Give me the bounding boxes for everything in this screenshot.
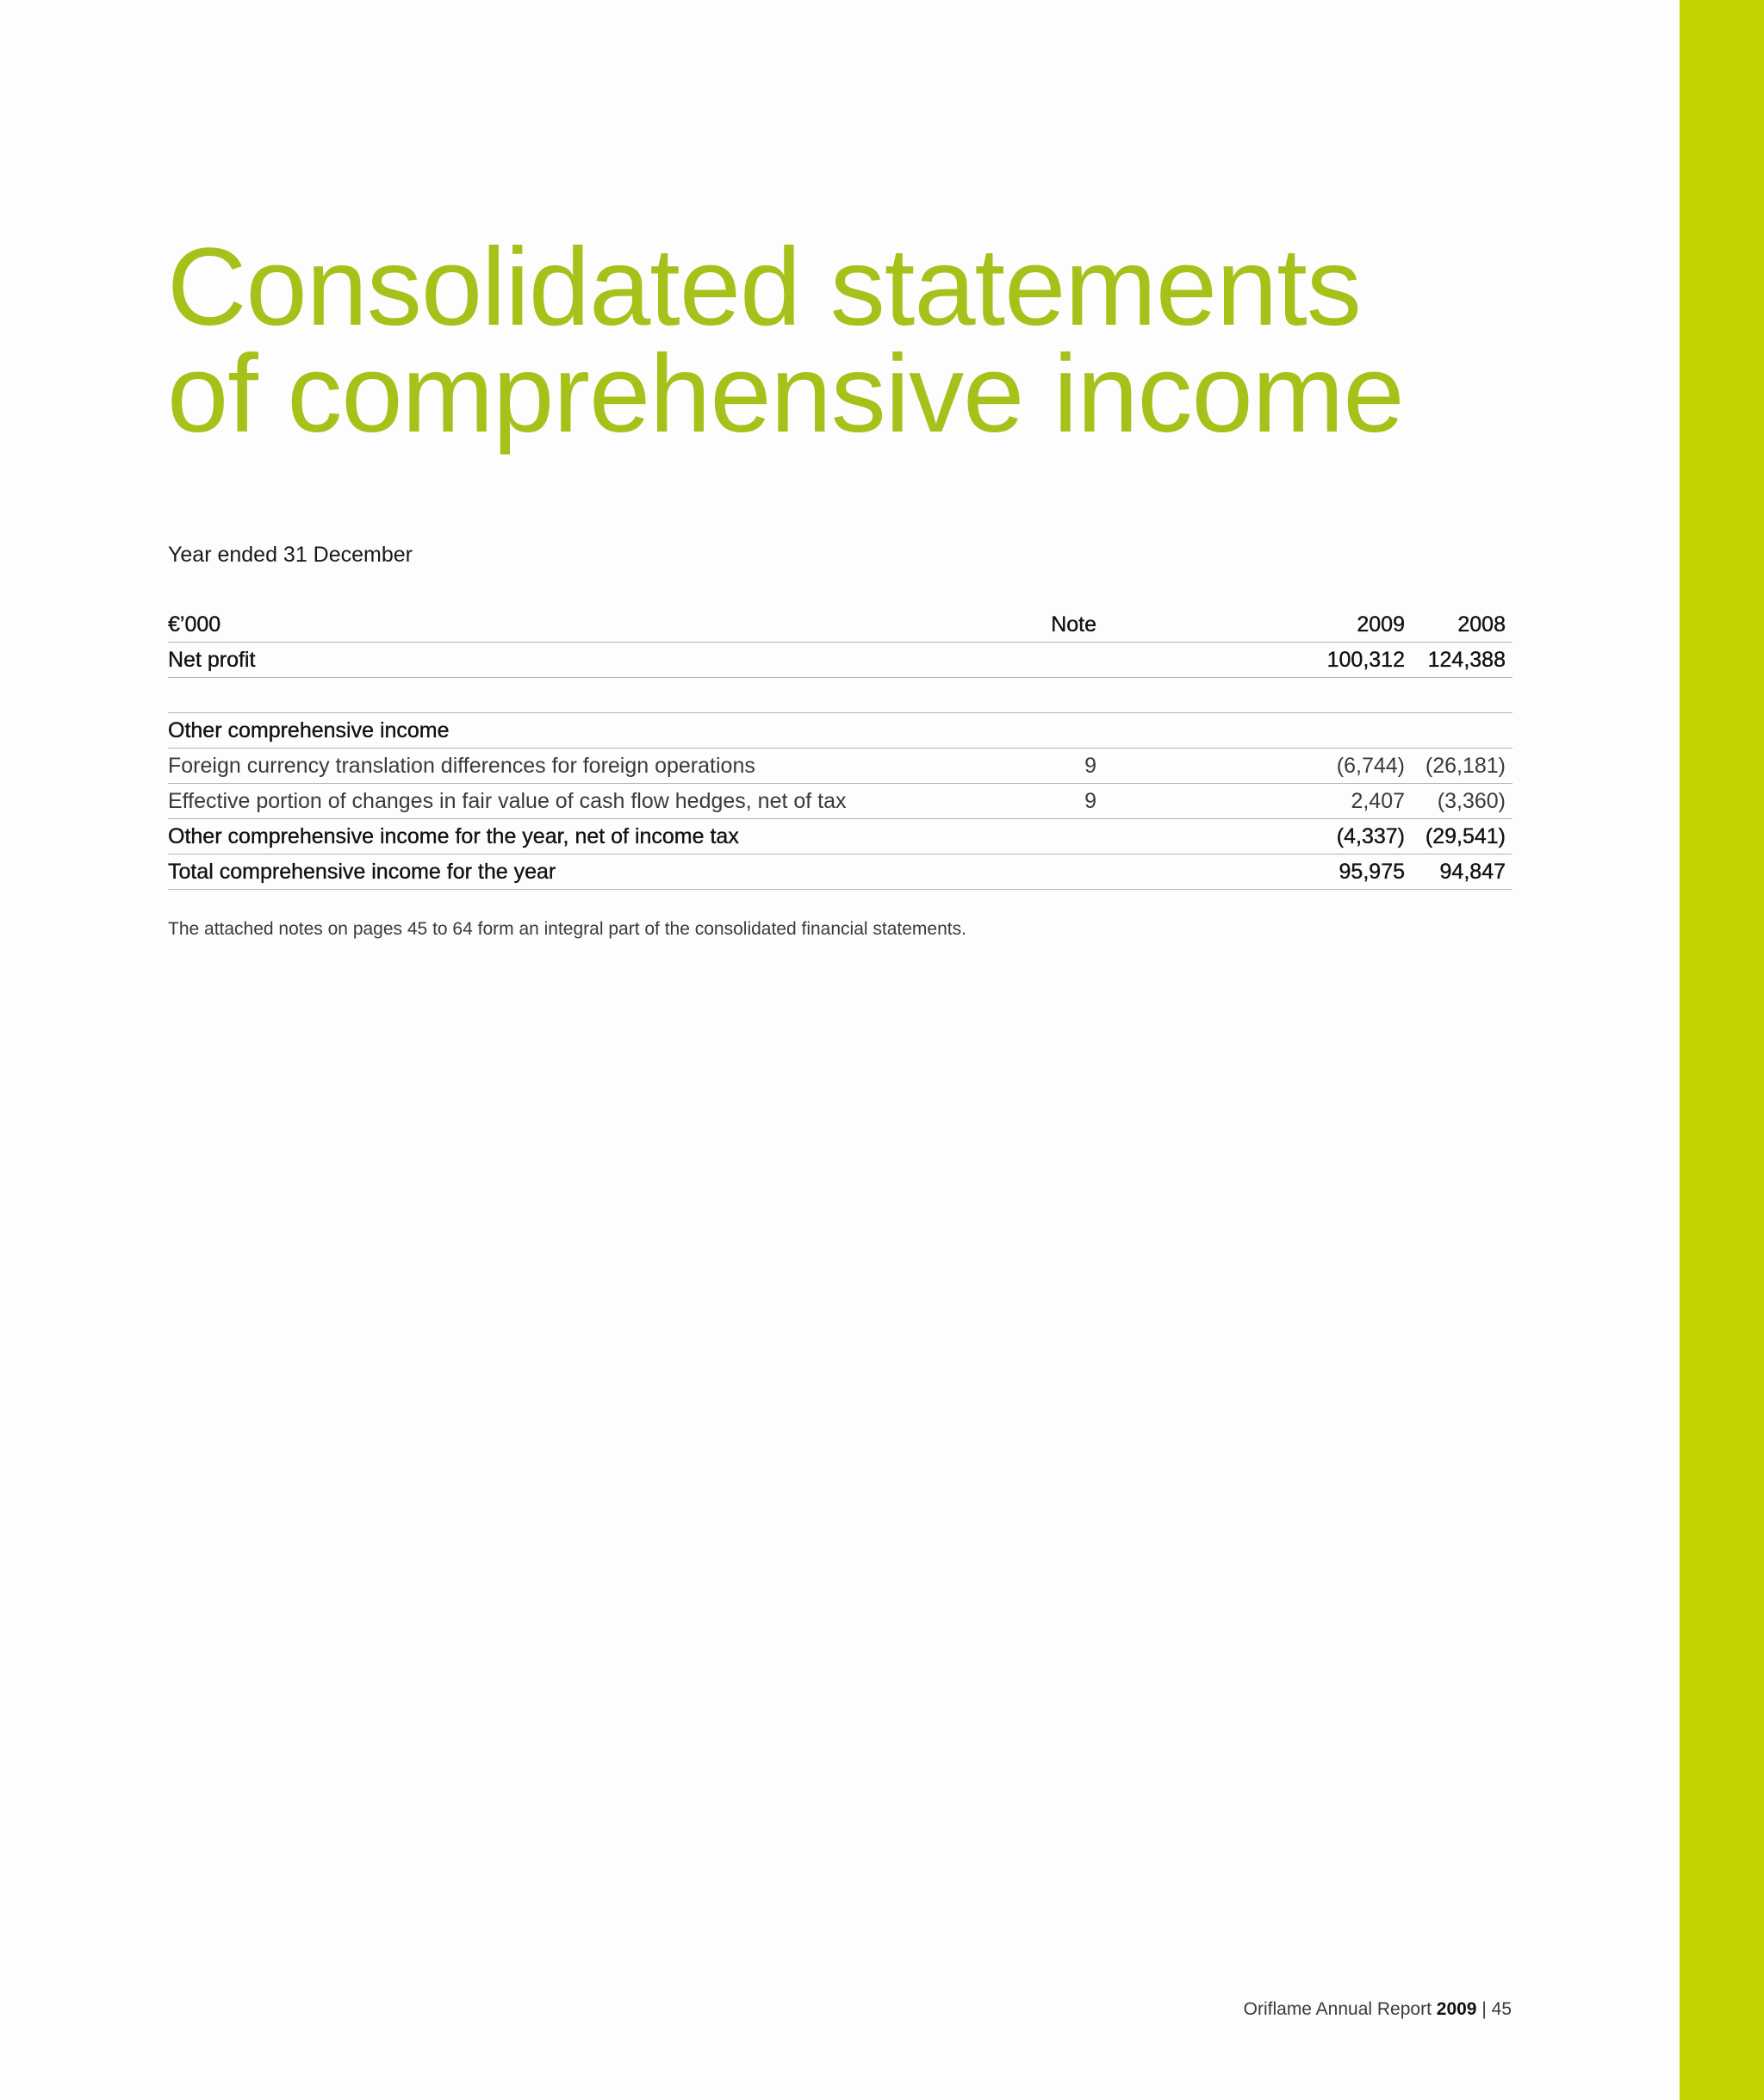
total-2008: 94,847 (1419, 854, 1512, 890)
table-row (168, 749, 1512, 784)
side-color-band (1680, 0, 1764, 2100)
row-value-2009: (6,744) (1112, 749, 1419, 784)
total-2009: 95,975 (1112, 854, 1419, 890)
row-value-2008: (3,360) (1419, 784, 1512, 819)
footer-year: 2009 (1436, 1999, 1477, 2019)
footnote: The attached notes on pages 45 to 64 form an integral part of the consolidated financial statements. (168, 919, 966, 939)
row-label: Effective portion of changes in fair value of cash flow hedges, net of tax (168, 784, 933, 819)
total-comprehensive-income-row (168, 854, 1512, 890)
oci-total-label: Other comprehensive income for the year, net of income tax (168, 819, 933, 854)
period-subtitle: Year ended 31 December (168, 543, 413, 567)
oci-total-2008: (29,541) (1419, 819, 1512, 854)
table-spacer-row (168, 678, 1512, 713)
row-value-2009: 2,407 (1112, 784, 1419, 819)
net-profit-row (168, 643, 1512, 678)
oci-total-2009: (4,337) (1112, 819, 1419, 854)
page-title-line-2: of comprehensive income (167, 332, 1404, 456)
page-title-line-1: Consolidated statements (167, 226, 1361, 349)
header-year-2008: 2008 (1419, 607, 1512, 643)
row-label: Foreign currency translation differences for foreign operations (168, 749, 933, 784)
net-profit-2009: 100,312 (1112, 643, 1419, 678)
header-note: Note (933, 607, 1112, 643)
net-profit-label: Net profit (168, 643, 933, 678)
footer-publication: Oriflame Annual Report (1243, 1999, 1432, 2019)
row-note: 9 (933, 749, 1112, 784)
page-title (167, 226, 1404, 456)
net-profit-2008: 124,388 (1419, 643, 1512, 678)
net-profit-note (933, 643, 1112, 678)
oci-total-row (168, 819, 1512, 854)
total-label: Total comprehensive income for the year (168, 854, 933, 890)
page-footer (1244, 1997, 1512, 2022)
comprehensive-income-table (168, 607, 1512, 890)
oci-heading-row (168, 713, 1512, 749)
oci-heading-label: Other comprehensive income (168, 713, 933, 749)
header-currency-unit: €’000 (168, 607, 933, 643)
row-note: 9 (933, 784, 1112, 819)
footer-separator: | (1481, 1999, 1487, 2019)
header-year-2009: 2009 (1112, 607, 1419, 643)
footer-page-number: 45 (1491, 1999, 1512, 2019)
row-value-2008: (26,181) (1419, 749, 1512, 784)
table-row (168, 784, 1512, 819)
table-header-row (168, 607, 1512, 643)
